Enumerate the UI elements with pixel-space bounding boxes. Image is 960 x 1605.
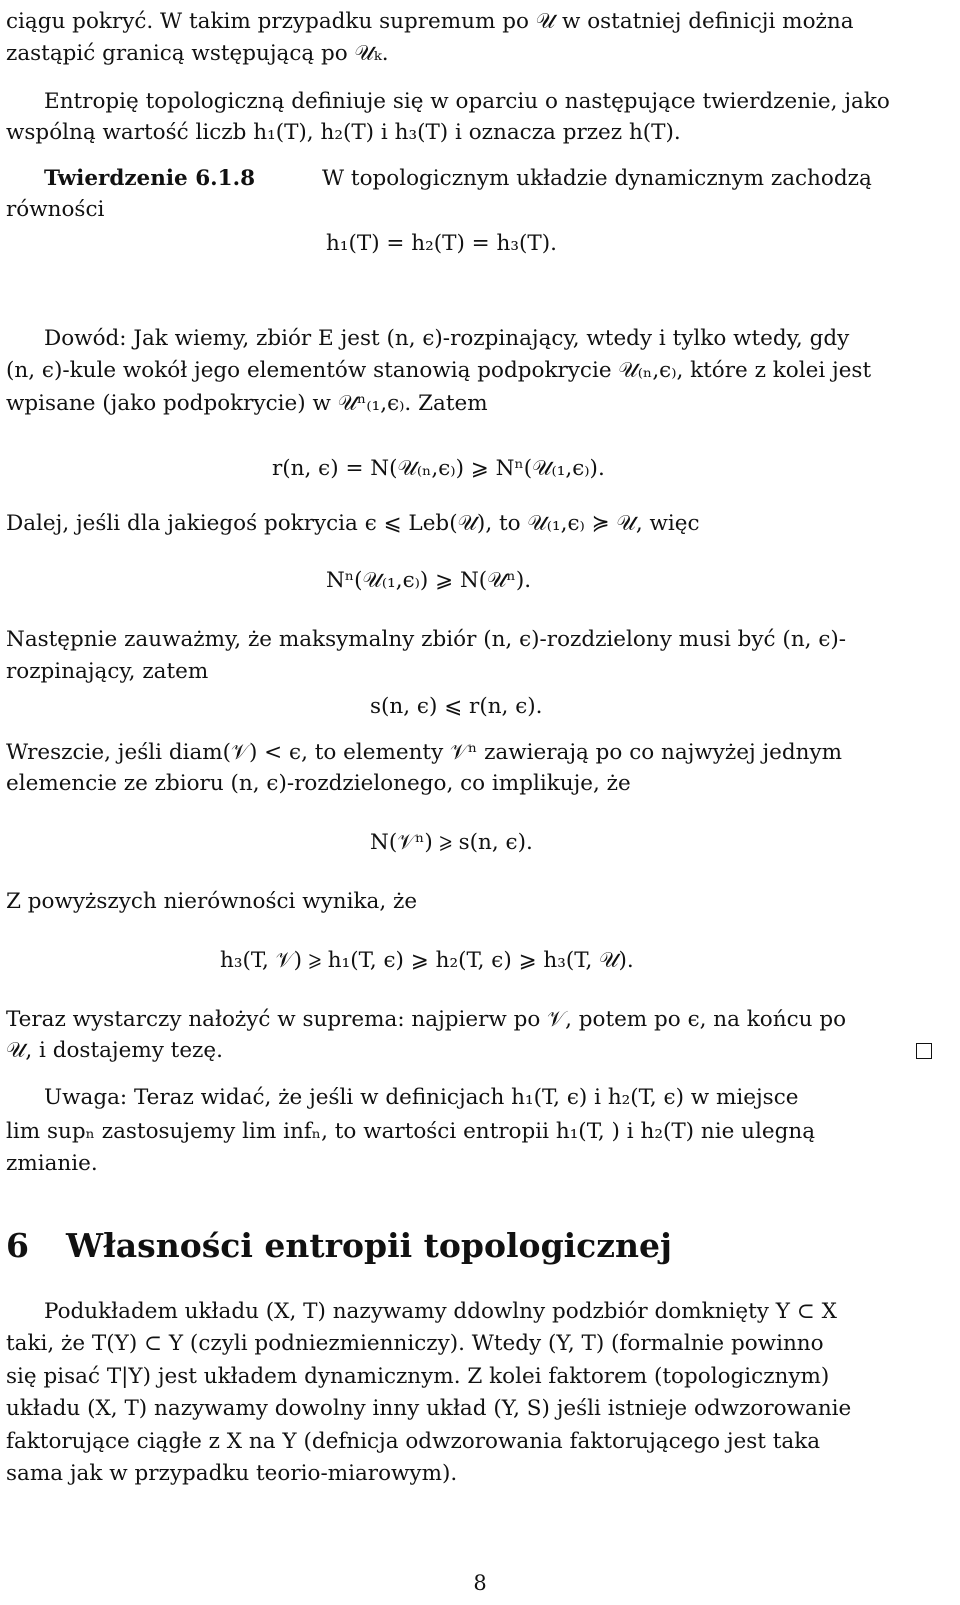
- text-line-2: zastąpić granicą wstępującą po 𝒰ₖ.: [6, 41, 389, 66]
- text-line-4: wspólną wartość liczb h₁(T), h₂(T) i h₃(T) i oznacza przez h(T).: [6, 120, 681, 145]
- equation-4: N(𝒱ⁿ) ⩾ s(n, ϵ).: [370, 830, 533, 855]
- text-line-1: ciągu pokryć. W takim przypadku supremum po 𝒰 w ostatniej definicji można: [6, 9, 854, 34]
- section-line-2: taki, że T(Y) ⊂ Y (czyli podniezmienniczy). Wtedy (Y, T) (formalnie powinno: [6, 1331, 824, 1356]
- proof-line-2: (n, ϵ)-kule wokół jego elementów stanowią podpokrycie 𝒰₍ₙ,ϵ₎, które z kolei jest: [6, 358, 872, 383]
- text-line-3: Entropię topologiczną definiuje się w oparciu o następujące twierdzenie, jako: [44, 89, 890, 114]
- proof-line-1: Dowód: Jak wiemy, zbiór E jest (n, ϵ)-rozpinający, wtedy i tylko wtedy, gdy: [44, 326, 850, 351]
- equation-2: Nⁿ(𝒰₍₁,ϵ₎) ⩾ N(𝒰ⁿ).: [326, 568, 532, 593]
- theorem-equation: h₁(T) = h₂(T) = h₃(T).: [326, 231, 557, 256]
- z-powyzszych-line: Z powyższych nierówności wynika, że: [6, 889, 418, 914]
- section-line-3: się pisać T|Y) jest układem dynamicznym. Z kolei faktorem (topologicznym): [6, 1364, 830, 1389]
- proof-line-3: wpisane (jako podpokrycie) w 𝒰ⁿ₍₁,ϵ₎. Zatem: [6, 391, 488, 416]
- equation-1: r(n, ϵ) = N(𝒰₍ₙ,ϵ₎) ⩾ Nⁿ(𝒰₍₁,ϵ₎).: [272, 456, 605, 481]
- dalej-line: Dalej, jeśli dla jakiegoś pokrycia ϵ ⩽ Leb(𝒰), to 𝒰₍₁,ϵ₎ ≽ 𝒰, więc: [6, 511, 700, 536]
- theorem-text: W topologicznym układzie dynamicznym zachodzą: [322, 166, 872, 191]
- nastepnie-line-1: Następnie zauważmy, że maksymalny zbiór (n, ϵ)-rozdzielony musi być (n, ϵ)-: [6, 627, 847, 652]
- section-title: Własności entropii topologicznej: [66, 1226, 672, 1265]
- nastepnie-line-2: rozpinający, zatem: [6, 659, 209, 684]
- section-line-1: Podukładem układu (X, T) nazywamy ddowlny podzbiór domknięty Y ⊂ X: [44, 1299, 837, 1324]
- section-heading: [6, 1226, 672, 1265]
- theorem-text-2: równości: [6, 197, 105, 222]
- wreszcie-line-1: Wreszcie, jeśli diam(𝒱) < ϵ, to elementy 𝒱ⁿ zawierają po co najwyżej jednym: [6, 740, 842, 765]
- section-line-6: sama jak w przypadku teorio-miarowym).: [6, 1461, 458, 1486]
- qed-square: [916, 1043, 932, 1059]
- teraz-line-1: Teraz wystarczy nałożyć w suprema: najpierw po 𝒱, potem po ϵ, na końcu po: [6, 1007, 847, 1032]
- page-number: 8: [473, 1571, 487, 1595]
- equation-5: h₃(T, 𝒱) ⩾ h₁(T, ϵ) ⩾ h₂(T, ϵ) ⩾ h₃(T, 𝒰).: [220, 948, 634, 973]
- uwaga-line-3: zmianie.: [6, 1151, 98, 1176]
- section-line-5: faktorujące ciągłe z X na Y (defnicja odwzorowania faktorującego jest taka: [6, 1429, 821, 1454]
- section-line-4: układu (X, T) nazywamy dowolny inny układ (Y, S) jeśli istnieje odwzorowanie: [6, 1396, 852, 1421]
- uwaga-line-1: Uwaga: Teraz widać, że jeśli w definicjach h₁(T, ϵ) i h₂(T, ϵ) w miejsce: [44, 1085, 799, 1110]
- theorem-label: Twierdzenie 6.1.8: [44, 166, 256, 191]
- equation-3: s(n, ϵ) ⩽ r(n, ϵ).: [370, 694, 543, 719]
- wreszcie-line-2: elemencie ze zbioru (n, ϵ)-rozdzielonego, co implikuje, że: [6, 771, 631, 796]
- section-number: 6: [6, 1226, 29, 1265]
- uwaga-line-2: lim supₙ zastosujemy lim infₙ, to wartości entropii h₁(T, ) i h₂(T) nie ulegną: [6, 1119, 816, 1144]
- teraz-line-2: 𝒰, i dostajemy tezę.: [6, 1038, 223, 1063]
